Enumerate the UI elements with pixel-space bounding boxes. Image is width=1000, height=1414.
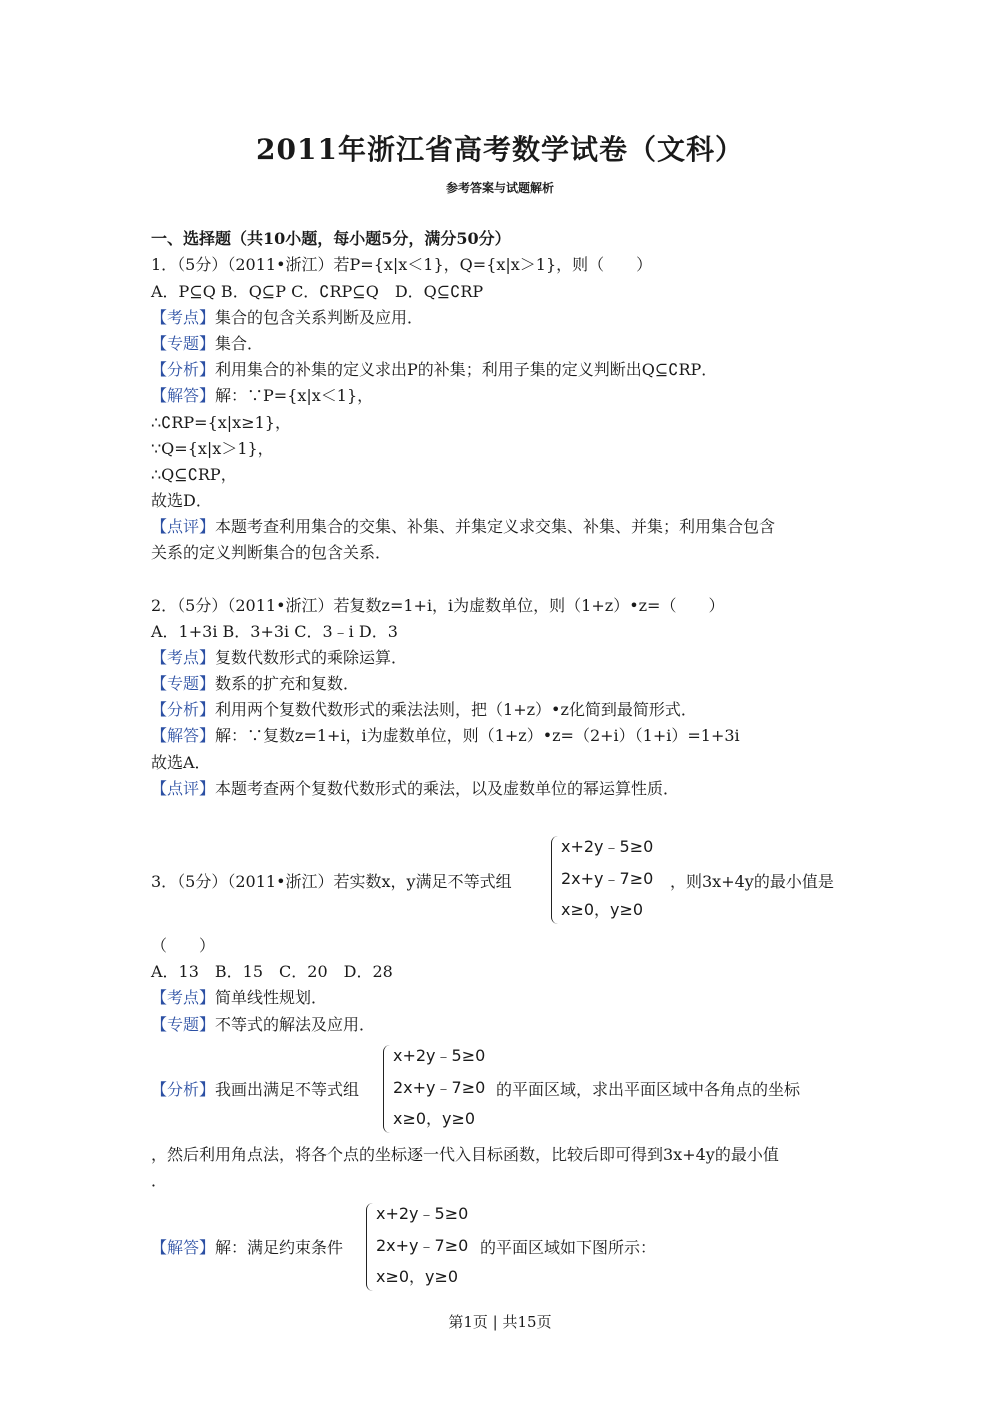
tag-jieda: 【解答】 [151,726,216,745]
page-subtitle: 参考答案与试题解析 [445,181,554,195]
q2-zhuanti-text: 数系的扩充和复数． [215,674,360,693]
q1-stem: 1．（5分）（2011•浙江）若P={x|x＜1}，Q={x|x＞1}，则（ ） [151,255,653,274]
q3-system-row: x+2y﹣5≥0 [393,1046,486,1065]
q3-jieda [151,1238,343,1258]
q1-fenxi-text: 利用集合的补集的定义求出P的补集；利用子集的定义判断出Q⊆∁RP． [215,360,718,379]
q3-kaodian [151,988,851,1008]
tag-dianping: 【点评】 [151,517,216,536]
tag-zhuanti: 【专题】 [151,1015,216,1034]
q2-zhuanti [151,674,851,694]
q3-fenxi-left: 我画出满足不等式组 [215,1080,360,1099]
system-brace [383,1045,390,1133]
q3-kaodian-text: 简单线性规划． [215,988,328,1007]
q1-step: ∴Q⊆∁RP， [151,465,237,484]
tag-fenxi: 【分析】 [151,700,216,719]
q3-options: A．13 B．15 C．20 D．28 [151,962,393,981]
q3-zhuanti [151,1015,851,1035]
tag-dianping: 【点评】 [151,779,216,798]
q2-kaodian-text: 复数代数形式的乘除运算． [215,648,408,667]
q1-jieda-text: 解：∵P={x|x＜1}， [215,386,374,405]
page-footer: 第1页 | 共15页 [448,1313,552,1331]
q2-jieda-text: 解：∵复数z=1+i，i为虚数单位，则（1+z）•z=（2+i）（1+i）=1+3i [215,726,740,745]
tag-jieda: 【解答】 [151,1238,216,1257]
q3-fenxi-end: ． [151,1171,168,1190]
q3-jieda-right: 的平面区域如下图所示： [480,1238,657,1257]
q1-dianping-cont: 关系的定义判断集合的包含关系． [151,543,392,562]
q2-choice: 故选A． [151,753,211,772]
q1-fenxi [151,360,851,380]
q1-options: A．P⊆Q B．Q⊆P C．∁RP⊆Q D．Q⊆∁RP [151,282,484,301]
tag-kaodian: 【考点】 [151,648,216,667]
q3-jieda-left: 解：满足约束条件 [215,1238,344,1257]
system-brace [366,1203,373,1291]
tag-zhuanti: 【专题】 [151,334,216,353]
q2-options: A．1+3i B．3+3i C．3﹣i D．3 [151,622,398,641]
q3-paren: （ ） [151,936,216,955]
q2-jieda [151,726,851,746]
tag-zhuanti: 【专题】 [151,674,216,693]
q1-dianping [151,517,851,537]
tag-kaodian: 【考点】 [151,988,216,1007]
tag-fenxi: 【分析】 [151,1080,216,1099]
q3-fenxi-cont: ，然后利用角点法，将各个点的坐标逐一代入目标函数，比较后即可得到3x+4y的最小值 [151,1145,779,1164]
tag-jieda: 【解答】 [151,386,216,405]
q1-zhuanti-text: 集合． [215,334,264,353]
q3-stem-left: 3．（5分）（2011•浙江）若实数x，y满足不等式组 [151,872,512,891]
q3-system-row: x≥0，y≥0 [561,900,644,919]
q3-system-row: x≥0，y≥0 [393,1109,476,1128]
q1-step: ∵Q={x|x＞1}， [151,439,274,458]
q3-system-row: 2x+y﹣7≥0 [561,869,654,888]
q2-dianping-text: 本题考查两个复数代数形式的乘法，以及虚数单位的幂运算性质． [215,779,680,798]
q1-kaodian [151,308,851,328]
q3-zhuanti-text: 不等式的解法及应用． [215,1015,376,1034]
page-title: 2011年浙江省高考数学试卷（文科） [256,133,744,166]
q3-stem-right: ，则3x+4y的最小值是 [670,872,834,891]
q3-fenxi-right: 的平面区域，求出平面区域中各角点的坐标 [496,1080,801,1099]
section-heading: 一、选择题（共10小题，每小题5分，满分50分） [151,229,511,248]
q1-step: ∴∁RP={x|x≥1}， [151,413,291,432]
q2-kaodian [151,648,851,668]
q1-step: 故选D． [151,491,212,510]
q3-system-row: x+2y﹣5≥0 [376,1204,469,1223]
q3-system-row: x+2y﹣5≥0 [561,837,654,856]
q3-fenxi [151,1080,359,1100]
q2-fenxi-text: 利用两个复数代数形式的乘法法则，把（1+z）•z化简到最简形式． [215,700,697,719]
q3-system-row: x≥0，y≥0 [376,1267,459,1286]
q3-system-row: 2x+y﹣7≥0 [393,1078,486,1097]
q3-system-row: 2x+y﹣7≥0 [376,1236,469,1255]
tag-fenxi: 【分析】 [151,360,216,379]
q1-kaodian-text: 集合的包含关系判断及应用． [215,308,424,327]
system-brace [551,836,558,924]
tag-kaodian: 【考点】 [151,308,216,327]
q2-stem: 2．（5分）（2011•浙江）若复数z=1+i，i为虚数单位，则（1+z）•z=（ ） [151,596,725,615]
q1-dianping-text: 本题考查利用集合的交集、补集、并集定义求交集、补集、并集；利用集合包含 [215,517,776,536]
q1-zhuanti [151,334,851,354]
q2-dianping [151,779,851,799]
q2-fenxi [151,700,851,720]
q1-jieda [151,386,851,406]
